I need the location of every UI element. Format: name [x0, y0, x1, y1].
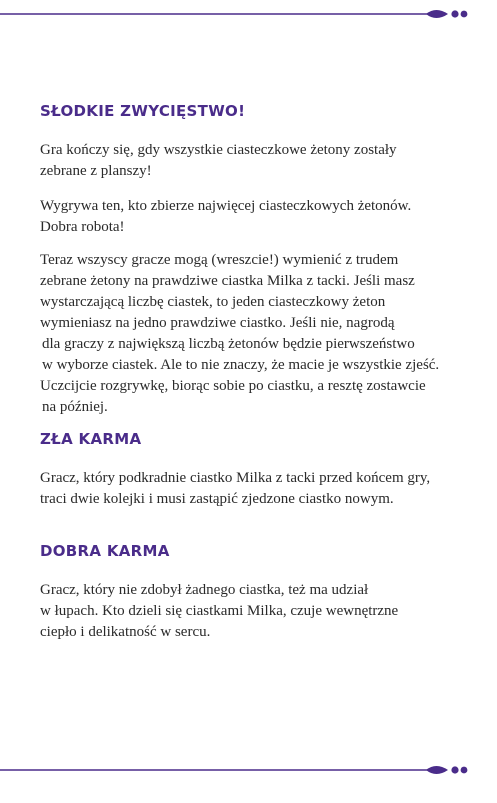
section-title-sweet-victory: SŁODKIE ZWYCIĘSTWO! — [40, 102, 246, 120]
text-line: wystarczającą liczbę ciastek, to jeden ciasteczkowy żeton — [40, 294, 386, 310]
paragraph-bad-karma — [40, 468, 430, 510]
section-title-bad-karma: ZŁA KARMA — [40, 430, 142, 448]
leaf-icon — [426, 10, 448, 18]
text-line: Gra kończy się, gdy wszystkie ciasteczkowe żetony zostały — [40, 142, 397, 158]
text-line: Gracz, który nie zdobył żadnego ciastka, też ma udział — [40, 582, 369, 598]
divider-leaf-ornament-top — [0, 4, 497, 24]
text-line: na później. — [42, 399, 108, 415]
text-line: zebrane z planszy! — [40, 163, 152, 179]
text-line: Teraz wszyscy gracze mogą (wreszcie!) wymienić z trudem — [40, 252, 399, 268]
text-line: dla graczy z największą liczbą żetonów będzie pierwszeństwo — [42, 336, 415, 352]
paragraph-good-karma — [40, 580, 398, 643]
paragraph-exchange-tokens — [40, 250, 439, 418]
text-line: zebrane żetony na prawdziwe ciastka Milka z tacki. Jeśli masz — [40, 273, 415, 289]
dot-icon — [461, 11, 468, 18]
dot-icon — [461, 767, 468, 774]
dot-icon — [451, 10, 458, 17]
leaf-icon — [426, 766, 448, 774]
text-line: wymieniasz na jedno prawdziwe ciastko. Jeśli nie, nagrodą — [40, 315, 395, 331]
text-line: Uczcijcie rozgrywkę, biorąc sobie po ciastku, a resztę zostawcie — [40, 378, 426, 394]
paragraph-winner — [40, 196, 411, 238]
text-line: ciepło i delikatność w sercu. — [40, 624, 211, 640]
text-line: traci dwie kolejki i musi zastąpić zjedzone ciastko nowym. — [40, 491, 394, 507]
text-line: w wyborze ciastek. Ale to nie znaczy, że macie je wszystkie zjeść. — [42, 357, 440, 373]
divider-leaf-ornament-bottom — [0, 760, 497, 780]
paragraph-game-end — [40, 140, 397, 182]
section-title-good-karma: DOBRA KARMA — [40, 542, 170, 560]
text-line: Gracz, który podkradnie ciastko Milka z tacki przed końcem gry, — [40, 470, 431, 486]
text-line: Wygrywa ten, kto zbierze najwięcej ciasteczkowych żetonów. — [40, 198, 412, 214]
text-line: w łupach. Kto dzieli się ciastkami Milka, czuje wewnętrzne — [40, 603, 399, 619]
text-line: Dobra robota! — [40, 219, 125, 235]
dot-icon — [451, 766, 458, 773]
